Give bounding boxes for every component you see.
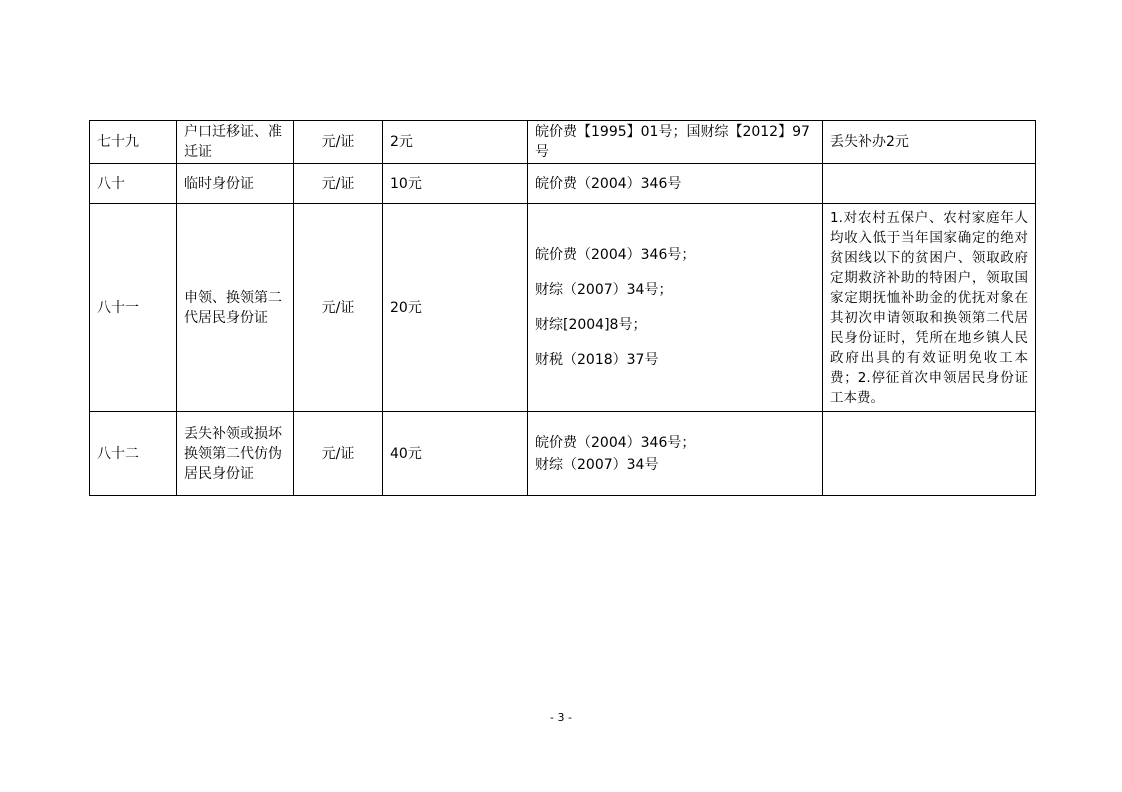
- row-number: 八十二: [90, 412, 177, 496]
- remark: [823, 164, 1036, 204]
- fee-amount: 40元: [383, 412, 528, 496]
- policy-basis-line: 皖价费（2004）346号；: [535, 434, 696, 451]
- table-row: [90, 164, 1036, 204]
- policy-basis: [528, 204, 823, 412]
- policy-basis-line: 财综（2007）34号；: [535, 282, 673, 298]
- item-name: 户口迁移证、准迁证: [177, 121, 294, 164]
- page-number: - 3 -: [550, 711, 572, 724]
- policy-basis-line: 财税（2018）37号: [535, 352, 659, 368]
- item-name: 临时身份证: [177, 164, 294, 204]
- fee-amount: 20元: [383, 204, 528, 412]
- item-name: 申领、换领第二代居民身份证: [177, 204, 294, 412]
- row-number: 七十九: [90, 121, 177, 164]
- table-row: [90, 412, 1036, 496]
- remark: [823, 204, 1036, 412]
- fee-amount: 10元: [383, 164, 528, 204]
- policy-basis: 皖价费【1995】01号；国财综【2012】97号: [528, 121, 823, 164]
- policy-basis-line: 财综[2004]8号；: [535, 317, 647, 333]
- fee-amount: 2元: [383, 121, 528, 164]
- policy-basis-line: 财综（2007）34号: [535, 456, 659, 473]
- policy-basis: 皖价费（2004）346号: [528, 164, 823, 204]
- table-row: [90, 204, 1036, 412]
- fee-unit: 元/证: [294, 164, 383, 204]
- fee-unit: 元/证: [294, 204, 383, 412]
- remark-text: 1.对农村五保户、农村家庭年人均收入低于当年国家确定的绝对贫困线以下的贫困户、领取政府定期救济补助的特困户，领取国家定期抚恤补助金的优抚对象在其初次申请领取和换领第二代居民身份证时，凭所在地乡镇人民政府出具的有效证明免收工本费；2.停征首次申领居民身份证工本费。: [830, 209, 1028, 406]
- fee-table: [89, 120, 1036, 496]
- row-number: 八十一: [90, 204, 177, 412]
- item-name: 丢失补领或损坏换领第二代仿伪居民身份证: [177, 412, 294, 496]
- remark: 丢失补办2元: [823, 121, 1036, 164]
- remark: [823, 412, 1036, 496]
- policy-basis-line: 皖价费（2004）346号；: [535, 247, 696, 263]
- row-number: 八十: [90, 164, 177, 204]
- policy-basis: [528, 412, 823, 496]
- table-row: [90, 121, 1036, 164]
- fee-unit: 元/证: [294, 121, 383, 164]
- fee-unit: 元/证: [294, 412, 383, 496]
